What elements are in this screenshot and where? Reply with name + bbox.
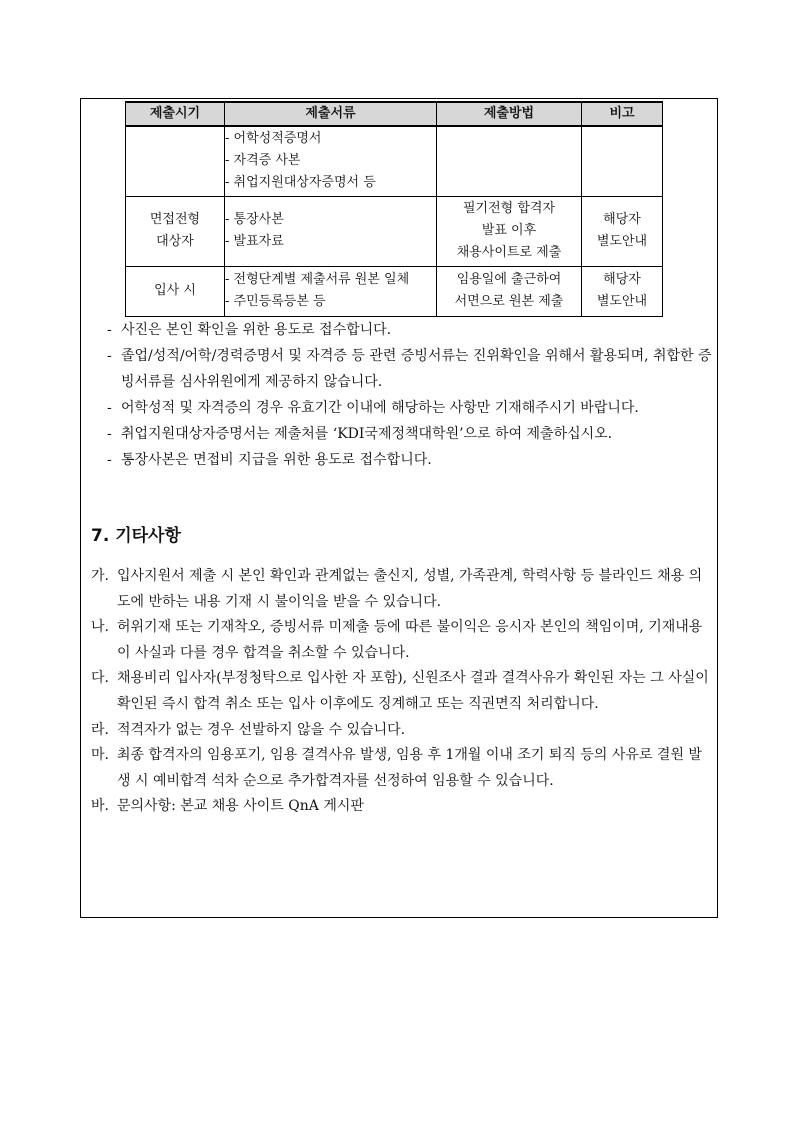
cell-method bbox=[437, 126, 582, 196]
header-documents: 제출서류 bbox=[225, 102, 437, 126]
document-frame bbox=[80, 98, 718, 918]
item-marker: 다. bbox=[91, 670, 109, 687]
header-method: 제출방법 bbox=[437, 102, 582, 126]
header-timing: 제출시기 bbox=[126, 102, 225, 126]
item-text: 적격자가 없는 경우 선발하지 않을 수 있습니다. bbox=[117, 721, 406, 738]
item-text: 문의사항: 본교 채용 사이트 QnA 게시판 bbox=[117, 798, 364, 815]
item-text: 최종 합격자의 임용포기, 임용 결격사유 발생, 임용 후 1개월 이내 조기 퇴직 등의 사유로 결원 발생 시 예비합격 석차 순으로 추가합격자를 선정하여 임용할 수 있습니다. bbox=[117, 747, 702, 789]
table-row bbox=[126, 196, 663, 266]
doc-line: - 전형단계별 제출서류 원본 일체 bbox=[225, 272, 410, 287]
item-marker: 바. bbox=[91, 798, 109, 815]
remarks-line: 별도안내 bbox=[596, 234, 648, 249]
doc-line: - 어학성적증명서 bbox=[225, 131, 322, 147]
table-header-row bbox=[126, 102, 663, 126]
doc-line: - 통장사본 bbox=[225, 212, 284, 227]
item-marker: 가. bbox=[91, 568, 109, 584]
cell-timing bbox=[126, 126, 225, 196]
table-row bbox=[126, 126, 663, 196]
note-item: - 통장사본은 면접비 지급을 위한 용도로 접수합니다. bbox=[107, 452, 432, 468]
cell-remarks bbox=[582, 196, 663, 266]
item-text: 허위기재 또는 기재착오, 증빙서류 미제출 등에 따른 불이익은 응시자 본인의 책임이며, 기재내용이 사실과 다를 경우 합격을 취소할 수 있습니다. bbox=[117, 619, 703, 661]
submission-notes bbox=[107, 317, 715, 473]
doc-line: - 취업지원대상자증명서 등 bbox=[225, 175, 376, 191]
note-item: - 취업지원대상자증명서는 제출처를 ‘KDI국제정책대학원’으로 하여 제출하십시오. bbox=[107, 426, 613, 442]
header-remarks: 비고 bbox=[582, 102, 663, 126]
doc-line: - 발표자료 bbox=[225, 234, 284, 249]
method-line: 발표 이후 bbox=[481, 223, 537, 238]
note-text: 어학성적 및 자격증의 경우 유효기간 이내에 해당하는 사항만 기재해주시기 바랍니다. bbox=[121, 400, 639, 416]
list-item bbox=[91, 615, 715, 666]
section-title: 7. 기타사항 bbox=[91, 526, 181, 546]
list-item bbox=[91, 564, 715, 615]
method-line: 임용일에 출근하여 bbox=[456, 272, 562, 287]
item-marker: 라. bbox=[91, 721, 109, 738]
cell-documents bbox=[225, 266, 437, 316]
misc-items-list bbox=[91, 564, 715, 820]
cell-timing bbox=[126, 196, 225, 266]
list-item bbox=[91, 794, 715, 820]
method-line: 채용사이트로 제출 bbox=[456, 245, 562, 260]
timing-line: 입사 시 bbox=[154, 283, 196, 298]
list-item bbox=[91, 666, 715, 717]
table-row bbox=[126, 266, 663, 316]
note-text: 졸업/성적/어학/경력증명서 및 자격증 등 관련 증빙서류는 진위확인을 위해서 활용되며, 취합한 증빙서류를 심사위원에게 제공하지 않습니다. bbox=[121, 348, 712, 390]
remarks-line: 별도안내 bbox=[596, 294, 648, 309]
note-text: 사진은 본인 확인을 위한 용도로 접수합니다. bbox=[121, 322, 392, 338]
item-marker: 나. bbox=[91, 619, 109, 636]
cell-method bbox=[437, 196, 582, 266]
list-item bbox=[91, 743, 715, 794]
item-text: 채용비리 입사자(부정청탁으로 입사한 자 포함), 신원조사 결과 결격사유가 확인된 자는 그 사실이 확인된 즉시 합격 취소 또는 입사 이후에도 징계해고 또는 직권면직 처리합니다. bbox=[117, 670, 709, 712]
note-item: - 졸업/성적/어학/경력증명서 및 자격증 등 관련 증빙서류는 진위확인을 위해서 활용되며, 취합한 증빙서류를 심사위원에게 제공하지 않습니다. bbox=[107, 348, 712, 390]
cell-documents bbox=[225, 196, 437, 266]
note-text: 통장사본은 면접비 지급을 위한 용도로 접수합니다. bbox=[121, 452, 432, 468]
timing-line: 대상자 bbox=[156, 234, 194, 249]
method-line: 필기전형 합격자 bbox=[462, 201, 556, 216]
doc-line: - 자격증 사본 bbox=[225, 153, 301, 169]
item-text: 입사지원서 제출 시 본인 확인과 관계없는 출신지, 성별, 가족관계, 학력사항 등 블라인드 채용 의도에 반하는 내용 기재 시 불이익을 받을 수 있습니다. bbox=[117, 568, 703, 610]
item-marker: 마. bbox=[91, 747, 109, 764]
note-text: 취업지원대상자증명서는 제출처를 ‘KDI국제정책대학원’으로 하여 제출하십시오. bbox=[121, 426, 613, 442]
remarks-line: 해당자 bbox=[603, 272, 641, 287]
submission-table bbox=[125, 101, 663, 317]
cell-remarks bbox=[582, 266, 663, 316]
cell-documents bbox=[225, 126, 437, 196]
remarks-line: 해당자 bbox=[603, 212, 641, 227]
timing-line: 면접전형 bbox=[149, 212, 201, 227]
note-item: - 사진은 본인 확인을 위한 용도로 접수합니다. bbox=[107, 322, 392, 338]
cell-timing bbox=[126, 266, 225, 316]
list-item bbox=[91, 718, 715, 744]
method-line: 서면으로 원본 제출 bbox=[454, 294, 564, 309]
doc-line: - 주민등록등본 등 bbox=[225, 294, 326, 309]
cell-method bbox=[437, 266, 582, 316]
cell-remarks bbox=[582, 126, 663, 196]
note-item: - 어학성적 및 자격증의 경우 유효기간 이내에 해당하는 사항만 기재해주시기 바랍니다. bbox=[107, 400, 639, 416]
